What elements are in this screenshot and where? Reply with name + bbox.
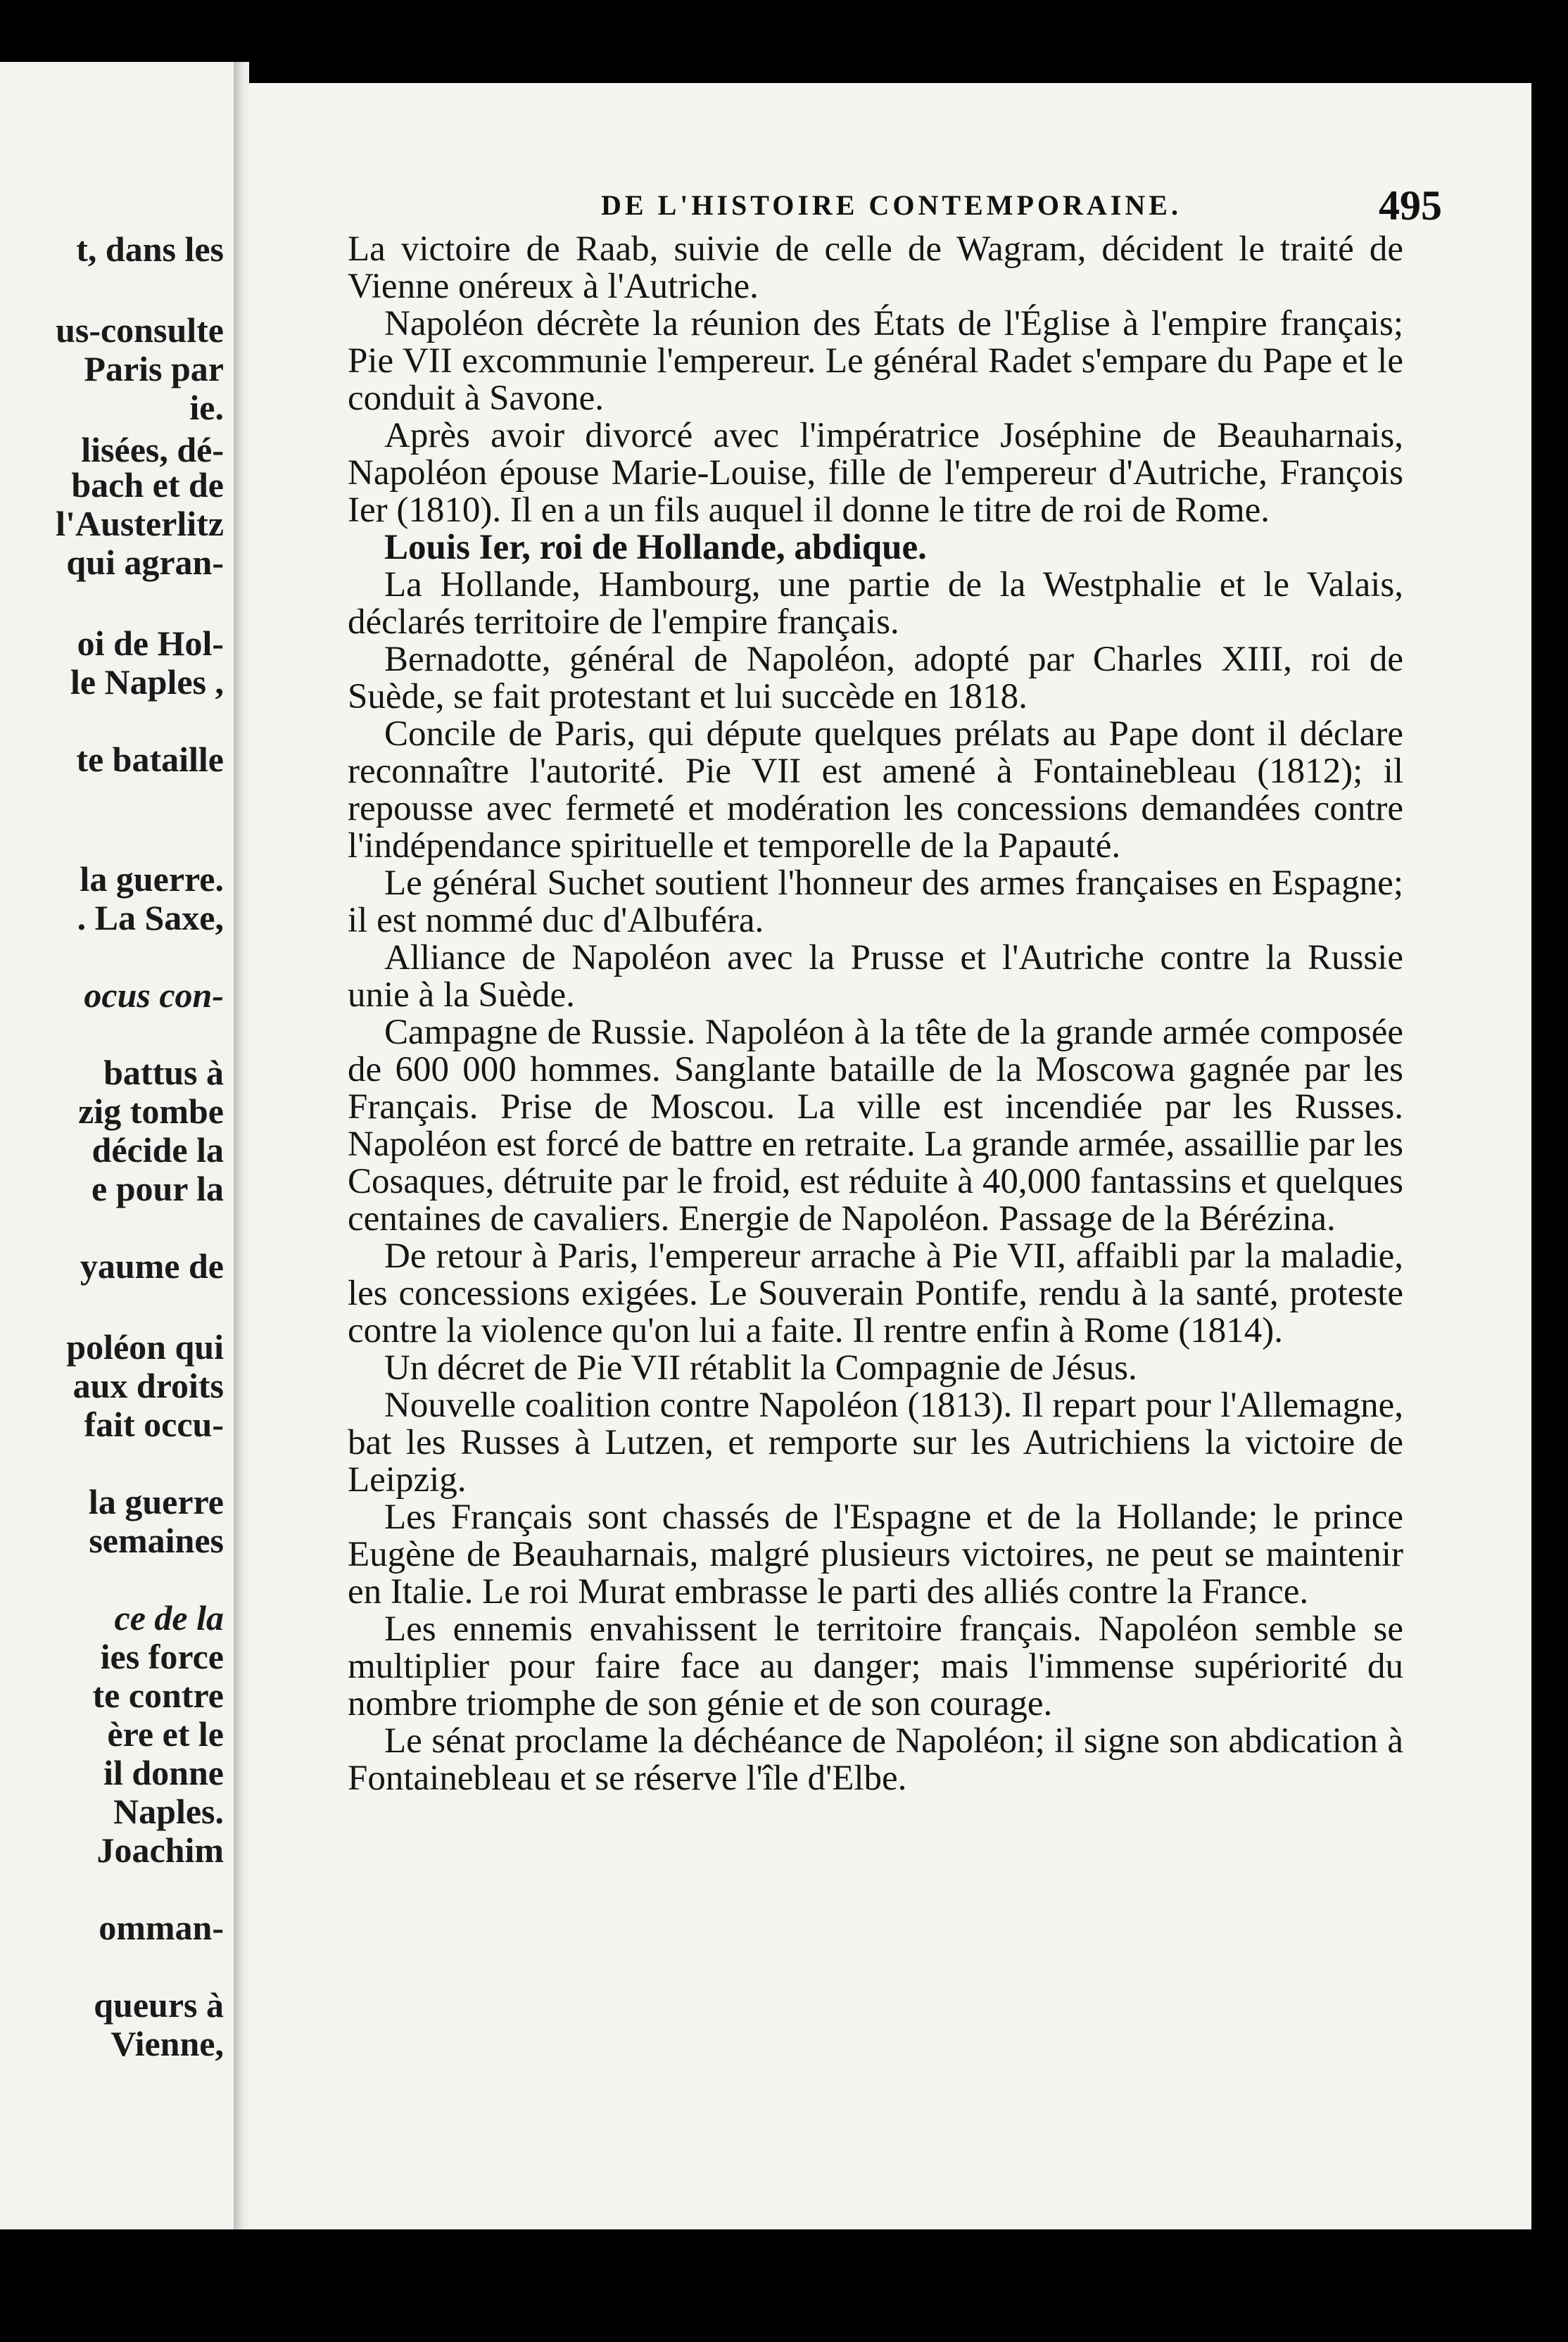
paragraph: Concile de Paris, qui députe quelques prélats au Pape dont il déclare reconnaître l'autorité. Pie VII est amené à Fontainebleau (1812); il repousse avec fermeté et modération les concessions demandées contre l'indépendance spirituelle et temporelle de la Papauté. (348, 714, 1403, 866)
facing-page (0, 62, 234, 2229)
facing-page-line: yaume de (80, 1246, 224, 1286)
facing-page-line: te contre (92, 1676, 224, 1715)
facing-page-line: ce de la (114, 1598, 224, 1638)
facing-page-line: ocus con- (84, 975, 224, 1015)
facing-page-line: poléon qui (66, 1327, 224, 1367)
facing-page-line: la guerre (88, 1482, 224, 1521)
facing-page-line: lisées, dé- (81, 430, 224, 469)
paragraph: Les Français sont chassés de l'Espagne et de la Hollande; le prince Eugène de Beauharnais, malgré plusieurs victoires, ne peut se maintenir en Italie. Le roi Murat embrasse le parti des alliés contre la France. (348, 1498, 1403, 1612)
paragraph: Les ennemis envahissent le territoire français. Napoléon semble se multiplier pour faire face au danger; mais l'immense supériorité du nombre triomphe de son génie et de son courage. (348, 1609, 1403, 1723)
paragraph: De retour à Paris, l'empereur arrache à Pie VII, affaibli par la maladie, les concessions exigées. Le Souverain Pontife, rendu à la santé, proteste contre la violence qu'on lui a faite. Il rentre enfin à Rome (1814). (348, 1236, 1403, 1350)
facing-page-line: ie. (189, 388, 224, 427)
facing-page-line: décide la (91, 1130, 224, 1170)
facing-page-line: . La Saxe, (77, 898, 224, 937)
paragraph: Alliance de Napoléon avec la Prusse et l'Autriche contre la Russie unie à la Suède. (348, 938, 1403, 1015)
facing-page-line: e pour la (91, 1169, 224, 1208)
paragraph: Napoléon décrète la réunion des États de l'Église à l'empire français; Pie VII excommunie l'empereur. Le général Radet s'empare du Pape et le conduit à Savone. (348, 304, 1403, 418)
facing-page-line: Paris par (84, 349, 224, 388)
facing-page-line: fait occu- (84, 1405, 224, 1444)
paragraph: Après avoir divorcé avec l'impératrice Joséphine de Beauharnais, Napoléon épouse Marie-Louise, fille de l'empereur d'Autriche, François Ier (1810). Il en a un fils auquel il donne le titre de roi de Rome. (348, 416, 1403, 530)
facing-page-line: queurs à (94, 1985, 224, 2025)
facing-page-line: Naples. (113, 1792, 224, 1831)
paragraph: La victoire de Raab, suivie de celle de Wagram, décident le traité de Vienne onéreux à l'Autriche. (348, 229, 1403, 306)
paragraph: Le sénat proclame la déchéance de Napoléon; il signe son abdication à Fontainebleau et se réserve l'île d'Elbe. (348, 1721, 1403, 1798)
facing-page-line: la guerre. (80, 859, 224, 899)
facing-page-line: le Naples , (70, 662, 224, 702)
book-page (249, 83, 1531, 2229)
facing-page-line: l'Austerlitz (56, 504, 224, 543)
facing-page-line: Vienne, (110, 2024, 224, 2063)
facing-page-line: te bataille (76, 740, 224, 779)
facing-page-line: omman- (99, 1908, 224, 1947)
page-body (348, 231, 1403, 1797)
facing-page-line: t, dans les (76, 229, 224, 269)
paragraph: Campagne de Russie. Napoléon à la tête de la grande armée composée de 600 000 hommes. Sanglante bataille de la Moscowa gagnée par les Français. Prise de Moscou. La ville est incendiée par les Russes. Napoléon est forcé de battre en retraite. La grande armée, assaillie par les Cosaques, détruite par le froid, est réduite à 40,000 fantassins et quelques centaines de cavaliers. Energie de Napoléon. Passage de la Bérézina. (348, 1013, 1403, 1239)
paragraph: Nouvelle coalition contre Napoléon (1813). Il repart pour l'Allemagne, bat les Russes à Lutzen, et remporte sur les Autrichiens la victoire de Leipzig. (348, 1386, 1403, 1500)
facing-page-line: oi de Hol- (77, 624, 224, 663)
running-head: DE L'HISTOIRE CONTEMPORAINE. (601, 189, 1182, 221)
facing-page-line: ère et le (107, 1714, 224, 1754)
paragraph: Louis Ier, roi de Hollande, abdique. (384, 528, 927, 567)
paragraph: Bernadotte, général de Napoléon, adopté par Charles XIII, roi de Suède, se fait protestant et lui succède en 1818. (348, 640, 1403, 716)
paragraph: Un décret de Pie VII rétablit la Compagnie de Jésus. (384, 1348, 1137, 1388)
facing-page-line: us-consulte (56, 310, 224, 350)
facing-page-line: Joachim (96, 1830, 224, 1870)
paragraph: La Hollande, Hambourg, une partie de la Westphalie et le Valais, déclarés territoire de l'empire français. (348, 565, 1403, 642)
facing-page-line: qui agran- (66, 543, 224, 582)
facing-page-line: il donne (103, 1753, 224, 1792)
facing-page-line: zig tombe (78, 1091, 224, 1131)
book-gutter (234, 62, 249, 2229)
facing-page-line: bach et de (71, 465, 224, 505)
page-number: 495 (1379, 182, 1442, 229)
paragraph: Le général Suchet soutient l'honneur des armes françaises en Espagne; il est nommé duc d'Albuféra. (348, 863, 1403, 940)
facing-page-line: aux droits (72, 1366, 224, 1405)
facing-page-line: ies force (100, 1637, 224, 1676)
facing-page-line: semaines (89, 1521, 224, 1560)
facing-page-line: battus à (103, 1053, 224, 1092)
